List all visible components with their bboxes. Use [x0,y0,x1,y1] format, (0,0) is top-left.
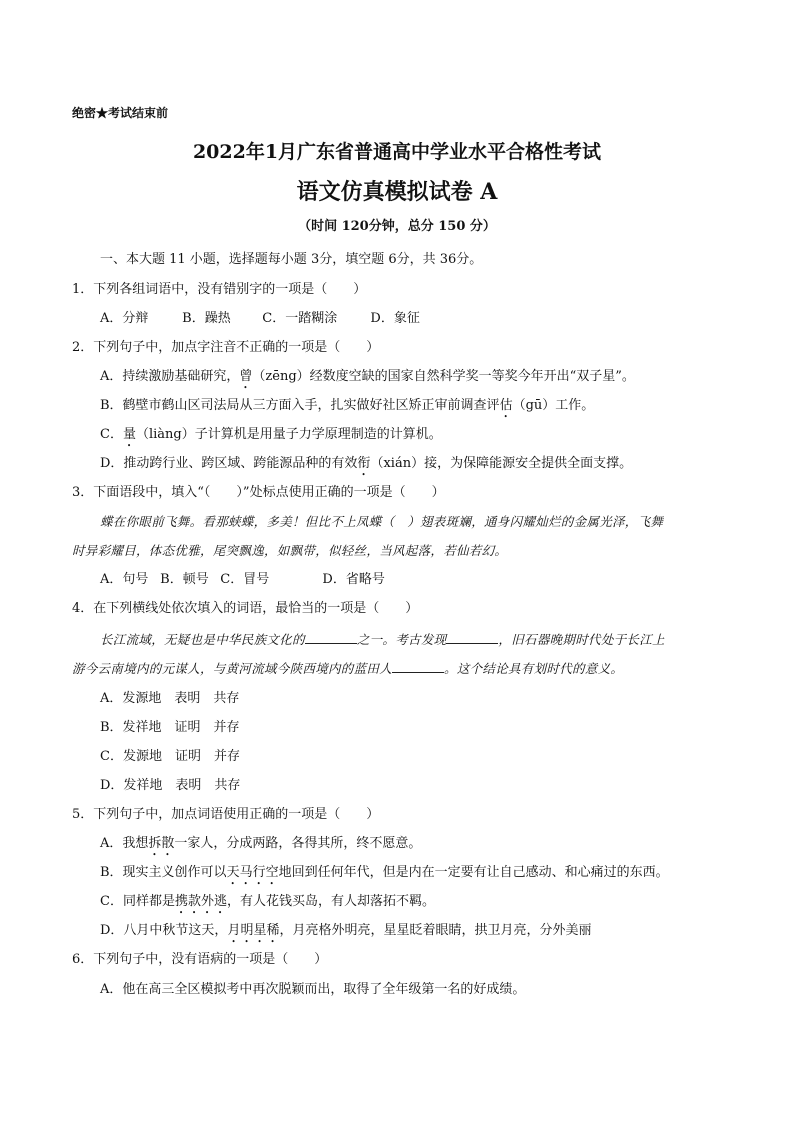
time-note: （时间 120分钟，总分 150 分） [298,219,496,234]
question-3-passage-line1: 蝶在你眼前飞舞。看那蛱蝶，多美！但比不上凤蝶（ ）翅表斑斓，通身闪耀灿烂的金属光泽，飞舞 [100,514,664,529]
dotted-word: 拆散 [148,836,175,851]
option-c: C．冒号 [220,572,270,587]
question-3-stem: 3．下面语段中，填入“（ ）”处标点使用正确的一项是（ ） [72,485,445,500]
dotted-word: 天马行空 [226,865,279,880]
option-d: D．省略号 [322,572,385,587]
question-3-options [100,571,385,589]
option-c: C．一踏糊涂 [262,311,338,326]
option-b: B．躁热 [182,311,231,326]
text: C．同样都是 [100,894,175,909]
question-6-option-a: A．他在高三全区模拟考中再次脱颖而出，取得了全年级第一名的好成绩。 [100,982,526,997]
text: 游今云南境内的元谋人，与黄河流域今陕西境内的蓝田人 [72,661,393,676]
option-b: B．顿号 [160,572,209,587]
option-a: A．分辩 [100,311,149,326]
text: B．鹤壁市鹤山区司法局从三方面入手，扎实做好社区矫正审前调查评 [100,398,500,413]
question-5-option-b [100,864,669,888]
text: 一家人，分成两路，各得其所，终不愿意。 [174,836,422,851]
text: （liàng）子计算机是用量子力学原理制造的计算机。 [135,427,442,442]
question-2-option-d [100,455,632,479]
text: 地回到任何年代，但是内在一定要有让自己感动、和心痛过的东西。 [278,865,669,880]
question-4-option-a: A．发源地 表明 共存 [100,691,240,706]
question-1-options [100,310,420,328]
text: （zēng）经数度空缺的国家自然科学奖一等奖今年开出“双子星”。 [252,369,635,384]
text: （xián）接，为保障能源安全提供全面支撑。 [370,456,633,471]
text: ，月亮格外明亮，星星眨着眼睛，拱卫月亮，分外美丽 [279,923,592,938]
text: 之一。考古发现 [356,632,447,647]
question-4-option-d: D．发祥地 表明 共存 [100,778,241,793]
text: A．我想 [100,836,149,851]
exam-subtitle: 语文仿真模拟试卷 A [296,179,498,205]
text: D．推动跨行业、跨区域、跨能源品种的有效 [100,456,358,471]
question-5-option-d [100,922,591,946]
dotted-word: 月明星稀 [227,923,280,938]
text: ，有人花钱买岛，有人却落拓不羁。 [226,894,435,909]
question-3-passage-line2: 时异彩耀目，体态优雅，尾突飘逸，如飘带，似轻丝，当风起落，若仙若幻。 [72,543,508,558]
question-4-option-c: C．发源地 证明 并存 [100,749,240,764]
text: ，旧石器晚期时代处于长江上 [498,632,665,647]
question-4-stem: 4．在下列横线处依次填入的词语，最恰当的一项是（ ） [72,601,419,616]
dotted-char: 估 [499,398,513,413]
question-5-stem: 5．下列句子中，加点词语使用正确的一项是（ ） [72,807,380,822]
confidential-mark: 绝密★考试结束前 [72,106,169,120]
dotted-char: 量 [122,427,136,442]
text: B．现实主义创作可以 [100,865,227,880]
question-5-option-a [100,835,421,859]
option-a: A．句号 [100,572,149,587]
dotted-char: 曾 [239,369,253,384]
question-6-stem: 6．下列句子中，没有语病的一项是（ ） [72,952,328,967]
blank-1 [305,631,357,644]
text: D．八月中秋节这天， [100,923,228,938]
question-5-option-c [100,893,435,917]
question-2-option-a [100,368,635,392]
question-2-option-c [100,426,442,450]
blank-2 [446,631,498,644]
question-4-passage-line1 [100,631,665,649]
option-d: D．象征 [370,311,420,326]
blank-3 [392,660,444,673]
text: （gū）工作。 [512,398,595,413]
text: 长江流域，无疑也是中华民族文化的 [100,632,305,647]
exam-title: 2022年1月广东省普通高中学业水平合格性考试 [192,141,602,163]
text: A．持续激励基础研究， [100,369,240,384]
dotted-word: 携款外逃 [174,894,227,909]
text: 。这个结论具有划时代的意义。 [444,661,624,676]
section-intro: 一、本大题 11 小题，选择题每小题 3分，填空题 6分，共 36分。 [100,252,483,267]
text: C． [100,427,123,442]
question-2-option-b [100,397,594,421]
question-4-option-b: B．发祥地 证明 并存 [100,720,240,735]
dotted-char: 衔 [357,456,371,471]
question-4-passage-line2 [72,660,623,678]
question-1-stem: 1．下列各组词语中，没有错别字的一项是（ ） [72,282,367,297]
question-2-stem: 2．下列句子中，加点字注音不正确的一项是（ ） [72,340,380,355]
